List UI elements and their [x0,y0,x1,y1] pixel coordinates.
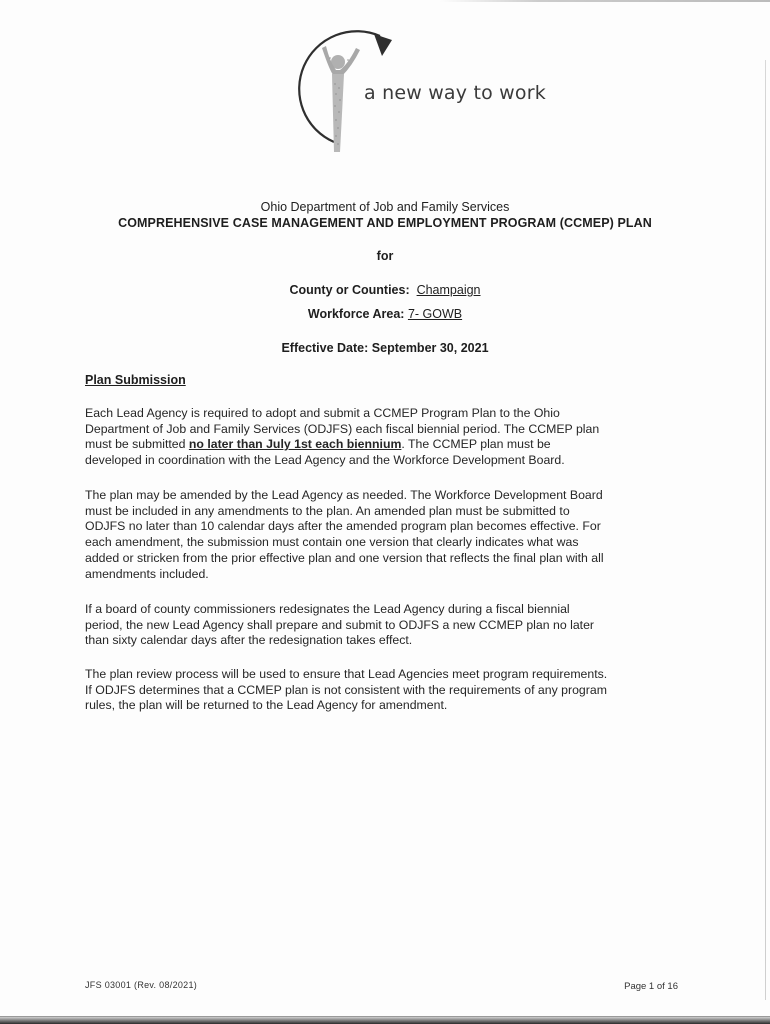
effective-label: Effective Date: [281,341,369,355]
line-text: must be submitted [85,437,189,452]
page-number: Page 1 of 16 [624,981,678,992]
line-text: . The CCMEP plan must be [401,437,551,452]
effective-date [40,341,730,355]
paragraph-line: The plan review process will be used to ensure that Lead Agencies meet program requirements. [85,667,608,681]
effective-value: September 30, 2021 [371,341,489,355]
county-value: Champaign [416,283,481,297]
paragraph-line: than sixty calendar days after the redesignation takes effect. [85,633,413,648]
logo-tagline: a new way to work [364,82,546,104]
paragraph-line: Department of Job and Family Services (ODJFS) each fiscal biennial period. The CCMEP plan [85,421,600,436]
county-label: County or Counties: [289,283,410,297]
paragraph-line: each amendment, the submission must contain one version that clearly indicates what was [85,535,579,550]
workforce-label: Workforce Area: [307,307,405,321]
paragraph-3 [85,602,690,649]
section-heading: Plan Submission [85,373,186,387]
paragraph-line: rules, the plan will be returned to the Lead Agency for amendment. [85,698,448,713]
paragraph-line: must be included in any amendments to the plan. An amended plan must be submitted to [85,503,570,518]
paragraph-line: The plan may be amended by the Lead Agency as needed. The Workforce Development Board [85,488,603,502]
scan-edge-right [765,60,766,1000]
paragraph-4 [85,667,690,714]
plan-title: COMPREHENSIVE CASE MANAGEMENT AND EMPLOYMENT PROGRAM (CCMEP) PLAN [118,216,652,230]
paragraph-line: If ODJFS determines that a CCMEP plan is not consistent with the requirements of any program [85,682,607,697]
paragraph-1 [85,406,690,469]
scan-edge-top [440,0,770,2]
workforce-field [40,307,730,321]
scan-edge-bottom [0,1017,770,1024]
deadline-emphasis: no later than July 1st each biennium [188,437,402,452]
for-label: for [376,249,394,263]
paragraph-2 [85,488,690,582]
paragraph-line: period, the new Lead Agency shall prepare and submit to ODJFS a new CCMEP plan no later [85,617,595,632]
paragraph-line [85,437,690,453]
county-field [40,283,730,297]
paragraph-line: ODJFS no later than 10 calendar days after the amended program plan becomes effective. For [85,519,601,534]
paragraph-line: developed in coordination with the Lead Agency and the Workforce Development Board. [85,453,565,468]
program-logo [270,14,546,164]
paragraph-line: added or stricken from the prior effective plan and one version that reflects the final plan with all [85,550,604,565]
paragraph-line: If a board of county commissioners redesignates the Lead Agency during a fiscal biennial [85,602,570,616]
workforce-value: 7- GOWB [407,307,463,321]
paragraph-line: amendments included. [85,566,209,581]
paragraph-line: Each Lead Agency is required to adopt and submit a CCMEP Program Plan to the Ohio [85,406,560,420]
form-id: JFS 03001 (Rev. 08/2021) [85,980,198,990]
agency-name: Ohio Department of Job and Family Services [260,200,510,214]
